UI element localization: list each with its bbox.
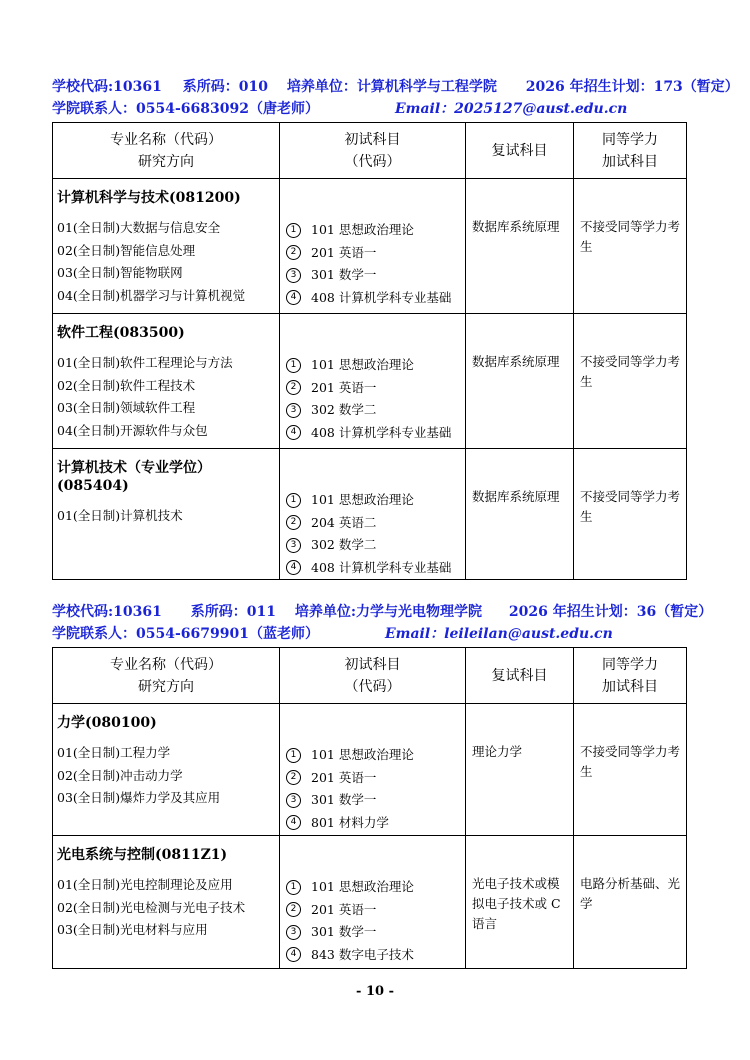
equiv-cell: 不接受同等学力考生	[574, 314, 687, 449]
exam-item	[286, 512, 465, 535]
exam-text: 302 数学二	[311, 402, 377, 417]
retest-cell: 数据库系统原理	[466, 179, 574, 314]
direction-item: 04(全日制)开源软件与众包	[57, 422, 208, 438]
training-unit: 培养单位：计算机科学与工程学院	[286, 79, 497, 95]
header-exam-line2: （代码）	[344, 153, 401, 170]
major-title: 计算机技术（专业学位）(085404)	[57, 460, 211, 494]
header-equiv-line2: 加试科目	[602, 153, 658, 170]
direction-item: 03(全日制)领域软件工程	[57, 400, 196, 415]
direction-item: 03(全日制)智能物联网	[57, 265, 183, 280]
exam-text: 201 英语一	[311, 244, 377, 260]
circled-number-icon: 1	[286, 223, 301, 238]
direction-item: 03(全日制)爆炸力学及其应用	[57, 790, 221, 805]
circled-number-icon: 2	[286, 380, 301, 395]
equiv-cell: 不接受同等学力考生	[574, 704, 687, 836]
exam-text: 201 英语一	[311, 379, 377, 395]
major-cell	[53, 179, 280, 314]
major-title: 计算机科学与技术(081200)	[57, 190, 241, 206]
circled-number-icon: 4	[286, 947, 301, 962]
circled-number-icon: 3	[286, 793, 301, 808]
circled-number-icon: 1	[286, 358, 301, 373]
direction-item: 02(全日制)光电检测与光电子技术	[57, 899, 246, 915]
header-major	[53, 123, 280, 179]
circled-number-icon: 2	[286, 245, 301, 260]
header-equiv	[574, 648, 687, 704]
exam-item	[286, 287, 465, 310]
header-major-line1: 专业名称（代码）	[110, 656, 222, 673]
direction-item: 01(全日制)大数据与信息安全	[57, 220, 221, 235]
header-equiv-line2: 加试科目	[602, 678, 658, 695]
direction-item: 01(全日制)计算机技术	[57, 508, 183, 523]
section-2-info-line	[52, 601, 712, 623]
direction-item: 02(全日制)软件工程技术	[57, 377, 196, 393]
exam-cell	[280, 449, 466, 580]
header-equiv-line1: 同等学力	[602, 656, 658, 673]
exam-cell	[280, 314, 466, 449]
enrollment-plan: 2026 年招生计划：173（暂定）	[525, 79, 739, 95]
exam-item	[286, 242, 465, 265]
exam-item	[286, 377, 465, 400]
exam-item	[286, 899, 465, 922]
header-retest: 复试科目	[466, 123, 574, 179]
exam-item	[286, 876, 465, 899]
circled-number-icon: 2	[286, 770, 301, 785]
circled-number-icon: 3	[286, 925, 301, 940]
circled-number-icon: 2	[286, 902, 301, 917]
circled-number-icon: 1	[286, 880, 301, 895]
section-1-header	[52, 76, 739, 120]
exam-text: 408 计算机学科专业基础	[311, 424, 452, 440]
exam-text: 204 英语二	[311, 514, 377, 530]
circled-number-icon: 4	[286, 290, 301, 305]
table-row	[53, 704, 687, 836]
header-retest: 复试科目	[466, 648, 574, 704]
circled-number-icon: 3	[286, 403, 301, 418]
exam-item	[286, 767, 465, 790]
dept-code: 系所码：011	[190, 604, 276, 620]
exam-text: 408 计算机学科专业基础	[311, 559, 452, 575]
header-major-line2: 研究方向	[138, 153, 194, 170]
section-2-header	[52, 601, 712, 645]
exam-item	[286, 264, 465, 287]
exam-item	[286, 534, 465, 557]
section-1-table	[52, 122, 687, 580]
direction-item: 01(全日制)工程力学	[57, 745, 171, 760]
exam-text: 408 计算机学科专业基础	[311, 289, 452, 305]
exam-item	[286, 422, 465, 445]
retest-cell: 理论力学	[466, 704, 574, 836]
major-cell	[53, 449, 280, 580]
table-header-row	[53, 123, 687, 179]
exam-item	[286, 557, 465, 580]
header-exam-line1: 初试科目	[344, 656, 401, 673]
exam-item	[286, 944, 465, 967]
exam-item	[286, 399, 465, 422]
dept-code: 系所码：010	[182, 79, 268, 95]
equiv-cell: 电路分析基础、光学	[574, 836, 687, 969]
circled-number-icon: 2	[286, 515, 301, 530]
exam-cell	[280, 179, 466, 314]
contact-person: 学院联系人：0554-6683092（唐老师）	[52, 101, 319, 117]
retest-cell: 光电子技术或模拟电子技术或 C 语言	[466, 836, 574, 969]
header-equiv-line1: 同等学力	[602, 131, 658, 148]
section-2-contact-line	[52, 623, 712, 645]
equiv-cell: 不接受同等学力考生	[574, 179, 687, 314]
circled-number-icon: 3	[286, 268, 301, 283]
exam-item	[286, 812, 465, 835]
exam-text: 101 思想政治理论	[311, 357, 414, 372]
exam-text: 101 思想政治理论	[311, 747, 414, 762]
header-major-line1: 专业名称（代码）	[110, 131, 222, 148]
enrollment-plan: 2026 年招生计划：36（暂定）	[508, 604, 713, 620]
exam-text: 101 思想政治理论	[311, 492, 414, 507]
direction-item: 03(全日制)光电材料与应用	[57, 922, 208, 937]
contact-person: 学院联系人：0554-6679901（蓝老师）	[52, 626, 319, 642]
equiv-cell: 不接受同等学力考生	[574, 449, 687, 580]
exam-text: 301 数学一	[311, 267, 377, 282]
header-exam	[280, 648, 466, 704]
training-unit: 培养单位:力学与光电物理学院	[294, 604, 483, 620]
exam-item	[286, 219, 465, 242]
exam-item	[286, 489, 465, 512]
retest-cell: 数据库系统原理	[466, 314, 574, 449]
major-title: 光电系统与控制(0811Z1)	[57, 847, 228, 863]
exam-item	[286, 354, 465, 377]
header-major	[53, 648, 280, 704]
exam-text: 101 思想政治理论	[311, 879, 414, 894]
retest-cell: 数据库系统原理	[466, 449, 574, 580]
circled-number-icon: 4	[286, 425, 301, 440]
exam-text: 843 数字电子技术	[311, 946, 414, 962]
exam-cell	[280, 704, 466, 836]
page-number: - 10 -	[356, 984, 394, 999]
direction-item: 02(全日制)冲击动力学	[57, 767, 183, 783]
header-exam	[280, 123, 466, 179]
contact-email: Email：2025127@aust.edu.cn	[394, 101, 628, 117]
table-row	[53, 449, 687, 580]
school-code: 学校代码:10361	[52, 79, 162, 95]
header-equiv	[574, 123, 687, 179]
exam-text: 301 数学一	[311, 792, 377, 807]
exam-text: 301 数学一	[311, 924, 377, 939]
exam-text: 201 英语一	[311, 901, 377, 917]
section-1-info-line	[52, 76, 739, 98]
direction-item: 01(全日制)光电控制理论及应用	[57, 877, 233, 892]
major-cell	[53, 836, 280, 969]
exam-item	[286, 789, 465, 812]
section-1-contact-line	[52, 98, 712, 120]
header-major-line2: 研究方向	[138, 678, 194, 695]
exam-cell	[280, 836, 466, 969]
header-exam-line1: 初试科目	[344, 131, 401, 148]
table-row	[53, 314, 687, 449]
table-row	[53, 179, 687, 314]
major-title: 软件工程(083500)	[57, 325, 185, 341]
major-title: 力学(080100)	[57, 715, 157, 731]
school-code: 学校代码:10361	[52, 604, 162, 620]
circled-number-icon: 1	[286, 748, 301, 763]
major-cell	[53, 314, 280, 449]
contact-email: Email：leileilan@aust.edu.cn	[384, 626, 613, 642]
circled-number-icon: 3	[286, 538, 301, 553]
exam-text: 302 数学二	[311, 537, 377, 552]
circled-number-icon: 4	[286, 815, 301, 830]
direction-item: 04(全日制)机器学习与计算机视觉	[57, 287, 246, 303]
circled-number-icon: 1	[286, 493, 301, 508]
direction-item: 02(全日制)智能信息处理	[57, 242, 196, 258]
exam-text: 101 思想政治理论	[311, 222, 414, 237]
exam-text: 801 材料力学	[311, 814, 389, 830]
table-header-row	[53, 648, 687, 704]
section-2-table	[52, 647, 687, 969]
exam-text: 201 英语一	[311, 769, 377, 785]
direction-item: 01(全日制)软件工程理论与方法	[57, 355, 233, 370]
major-cell	[53, 704, 280, 836]
exam-item	[286, 921, 465, 944]
table-row	[53, 836, 687, 969]
exam-item	[286, 744, 465, 767]
circled-number-icon: 4	[286, 560, 301, 575]
header-exam-line2: （代码）	[344, 678, 401, 695]
